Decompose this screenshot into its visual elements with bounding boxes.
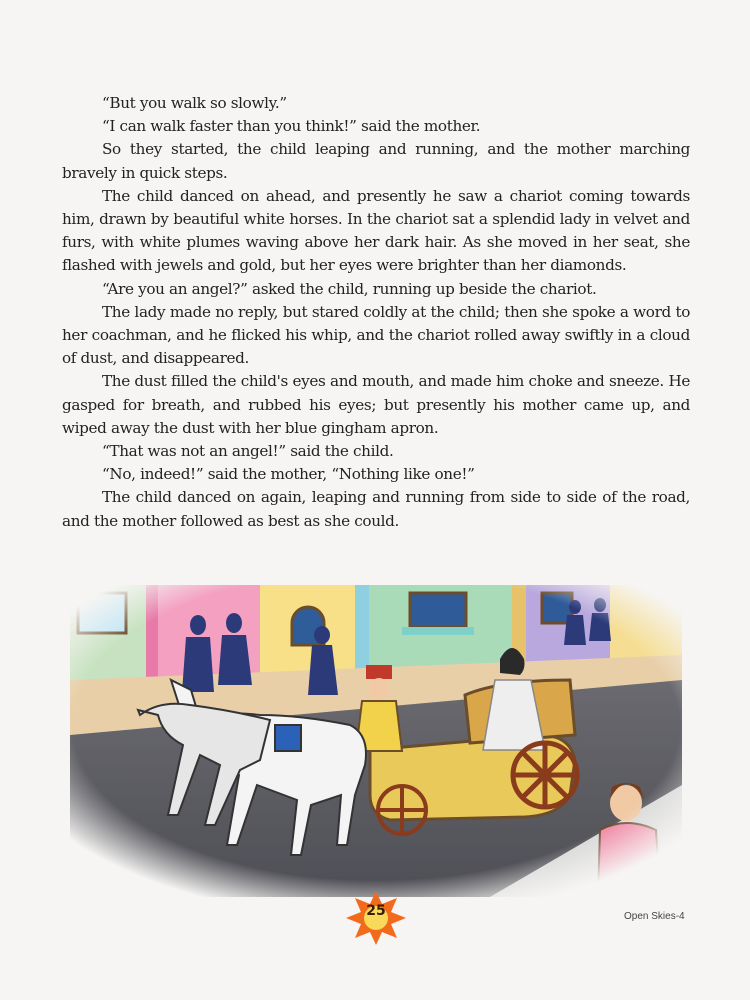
book-title: Open Skies-4 <box>624 911 685 922</box>
paragraph: The dust filled the child's eyes and mouth, and made him choke and sneeze. He gasped for breath, and rubbed his eyes; but presently his mother came up, and wiped away the dust with her blue gingham apron. <box>62 372 690 437</box>
paragraph: “No, indeed!” said the mother, “Nothing like one!” <box>102 465 475 484</box>
paragraph: “I can walk faster than you think!” said the mother. <box>102 117 481 136</box>
paragraph: “But you walk so slowly.” <box>102 94 287 112</box>
page-number: 25 <box>366 903 386 919</box>
paragraph: The child danced on ahead, and presently he saw a chariot coming towards him, drawn by beautiful white horses. In the chariot sat a splendid lady in velvet and furs, with white plumes waving above her dark hair. As she moved in her seat, she flashed with jewels and gold, but her eyes were brighter than her diamonds. <box>62 186 690 275</box>
paragraph: The child danced on again, leaping and running from side to side of the road, and the mother followed as best as she could. <box>62 488 690 530</box>
paragraph: “That was not an angel!” said the child. <box>102 442 394 461</box>
story-text <box>62 92 690 533</box>
paragraph: “Are you an angel?” asked the child, running up beside the chariot. <box>102 279 597 298</box>
paragraph: The lady made no reply, but stared coldly at the child; then she spoke a word to her coachman, and he flicked his whip, and the chariot rolled away swiftly in a cloud of dust, and disappeared. <box>62 302 690 368</box>
chariot-illustration <box>70 585 682 897</box>
paragraph: So they started, the child leaping and running, and the mother marching bravely in quick steps. <box>62 140 690 182</box>
